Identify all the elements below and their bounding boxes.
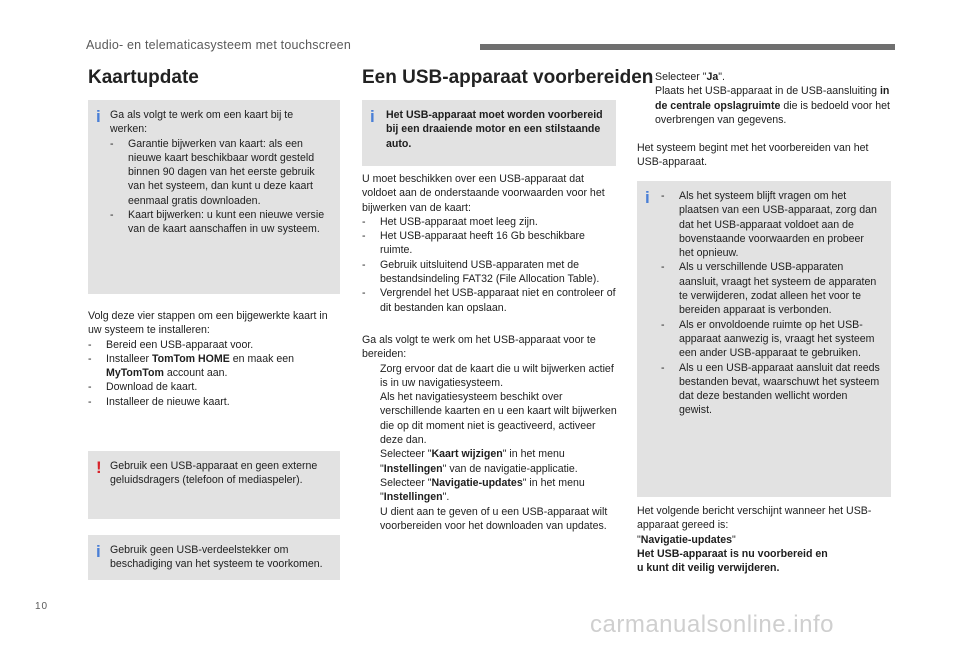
header-bar [480,44,895,50]
list-item: - Installeer TomTom HOME en maak een MyTomTom account aan. [88,352,295,380]
heading-kaartupdate: Kaartupdate [88,67,199,88]
list-item: - Gebruik uitsluitend USB-apparaten met de bestandsindeling FAT32 (File Allocation Table). [362,258,600,286]
warning-text: Gebruik een USB-apparaat en geen externe geluidsdragers (telefoon of mediaspeler). [110,460,318,487]
req-intro: U moet beschikken over een USB-apparaat dat voldoet aan de onderstaande voorwaarden voor het bijwerken van de kaart: [362,173,605,214]
info-box-hub [88,535,340,580]
list-item: - Installeer de nieuwe kaart. [88,395,230,408]
list-item: - Bereid een USB-apparaat voor. [88,338,254,351]
warning-icon: ! [96,458,102,477]
usb-procedure [362,333,618,533]
info-box-troubleshoot [637,181,891,497]
page-number: 10 [35,601,49,612]
usb-steps-cont [637,70,891,170]
list-item: Plaats het USB-apparaat in de USB-aansluiting in de centrale opslagruimte die is bedoeld voor het overbrengen van gegevens. [655,85,890,126]
list-item: - Als u een USB-apparaat aansluit dat reeds bestanden bevat, waarschuwt het systeem dat deze bestanden wellicht worden gewist. [661,361,880,417]
info-icon: i [96,542,101,561]
info-icon: i [645,188,650,207]
list-item: - Als u verschillende USB-apparaten aansluit, vraagt het systeem de apparaten te verwijderen, zodat alleen het voor te bereiden apparaat is verbonden. [661,261,877,317]
list-item: - Kaart bijwerken: u kunt een nieuwe versie van de kaart aanschaffen in uw systeem. [110,209,325,236]
list-item: - Vergrendel het USB-apparaat niet en controleer of dit bestanden kan opslaan. [362,287,616,314]
info-intro: Ga als volgt te werk om een kaart bij te werken: [110,109,294,136]
final-bold-1: Het USB-apparaat is nu voorbereid en [637,547,828,560]
final-title: "Navigatie-updates" [637,533,736,546]
steps-section [88,309,340,409]
list-item: - Als het systeem blijft vragen om het plaatsen van een USB-apparaat, zorg dan dat het USB-apparaat voldoet aan de bovenstaande voorwaarden en probeer het opnieuw. [661,190,877,260]
list-item: U dient aan te geven of u een USB-apparaat wilt voorbereiden voor het downloaden van updates. [380,505,608,532]
final-bold-2: u kunt dit veilig verwijderen. [637,562,780,575]
info-box-kaartupdate [88,100,340,294]
list-item: - Download de kaart. [88,381,198,394]
heading-usb: Een USB-apparaat voorbereiden [362,67,654,88]
header-title: Audio- en telematicasysteem met touchscreen [86,38,351,52]
list-item: Selecteer "Kaart wijzigen" in het menu "Instellingen" van de navigatie-applicatie. [380,448,578,475]
watermark: carmanualsonline.info [590,611,834,638]
warning-box [88,451,340,519]
proc-intro: Ga als volgt te werk om het USB-apparaat voor te bereiden: [362,334,596,361]
info-text: Gebruik geen USB-verdeelstekker om beschadiging van het systeem te voorkomen. [110,544,323,571]
info-box-usb [362,100,616,166]
list-item: Selecteer "Ja". [655,71,725,83]
final-message [637,504,891,575]
info-icon: i [370,107,375,126]
list-item: - Het USB-apparaat heeft 16 Gb beschikbare ruimte. [362,230,585,257]
list-item: - Als er onvoldoende ruimte op het USB-apparaat aanwezig is, vraagt het systeem een ander USB-apparaat te gebruiken. [661,318,875,360]
usb-requirements [362,172,618,315]
steps-intro: Volg deze vier stappen om een bijgewerkte kaart in uw systeem te installeren: [88,310,328,337]
list-item: - Het USB-apparaat moet leeg zijn. [362,215,538,228]
start-text: Het systeem begint met het voorbereiden van het USB-apparaat. [637,142,869,169]
list-item: - Garantie bijwerken van kaart: als een nieuwe kaart beschikbaar wordt gesteld binnen 90 dagen van het eerste gebruik van het systeem, dan kunt u deze kaart eenmaal gratis downloaden. [110,137,315,207]
info-text: Het USB-apparaat moet worden voorbereid bij een draaiende motor en een stilstaande auto. [386,109,603,150]
final-intro: Het volgende bericht verschijnt wanneer het USB-apparaat gereed is: [637,505,872,532]
list-item: Zorg ervoor dat de kaart die u wilt bijwerken actief is in uw navigatiesysteem. Als het navigatiesysteem beschikt over verschillende kaarten en u een kaart wilt bijwerken die op dit moment niet is geactiveerd, activeer deze dan. [380,362,617,447]
list-item: Selecteer "Navigatie-updates" in het menu "Instellingen". [380,476,585,504]
info-icon: i [96,107,101,126]
